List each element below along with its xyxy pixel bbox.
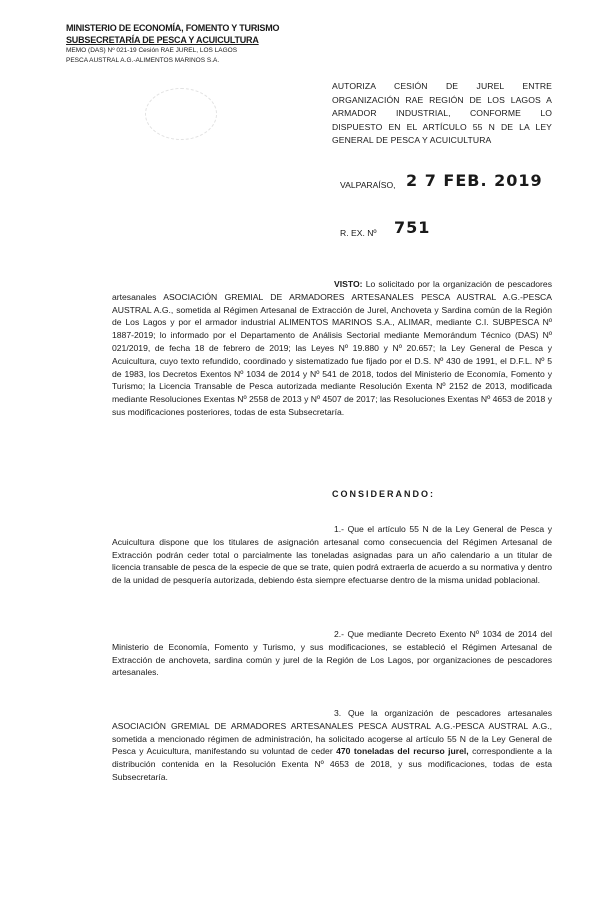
faded-stamp <box>145 88 217 140</box>
considerando-title: CONSIDERANDO: <box>332 489 436 499</box>
visto-text: Lo solicitado por la organización de pescadores artesanales ASOCIACIÓN GREMIAL DE ARMADORES ARTESANALES PESCA AUSTRAL A.G.-PESCA AUSTRAL A.G., sometida al Régimen Artesanal de Extracción de Jurel, Anchoveta y Sardina común de la Región de Los Lagos y por el armador industrial ALIMENTOS MARINOS S.A., ALIMAR, mediante C.I. SUBPESCA Nº 1887-2019; lo informado por el Departamento de Análisis Sectorial mediante Memorándum Técnico (DAS) Nº 021/2019, de fecha 18 de febrero de 2019; las Leyes Nº 19.880 y Nº 20.657; la Ley General de Pesca y Acuicultura, cuyo texto refundido, coordinado y sistematizado fue fijado por el D.S. Nº 430 de 1991, el D.F.L. Nº 5 de 1983, los Decretos Exentos Nº 1034 de 2014 y Nº 541 de 2018, todos del Ministerio de Economía, Fomento y Turismo; la Licencia Transable de Pesca autorizada mediante Resolución Exenta Nº 2152 de 2013, modificada mediante Resoluciones Exentas Nº 2558 de 2013 y Nº 4507 de 2017; las Resoluciones Exentas Nº 4653 de 2018 y sus modificaciones posteriores, todas de esta Subsecretaría. <box>112 279 552 417</box>
subsecretaria-name: SUBSECRETARÍA DE PESCA Y ACUICULTURA <box>66 35 259 45</box>
resolution-date: 2 7 FEB. 2019 <box>406 171 543 190</box>
memo-reference-2: PESCA AUSTRAL A.G.-ALIMENTOS MARINOS S.A. <box>66 57 220 64</box>
header-block <box>66 22 280 66</box>
considerando-3-bold: 470 toneladas del recurso jurel, <box>336 746 469 757</box>
resolution-number: 751 <box>394 218 431 237</box>
ministry-name: MINISTERIO DE ECONOMÍA, FOMENTO Y TURISMO <box>66 23 280 33</box>
memo-reference-1: MEMO (DAS) Nº 021-19 Cesión RAE JUREL, LOS LAGOS <box>66 47 238 54</box>
place-label: VALPARAÍSO, <box>340 180 396 190</box>
considerando-1: 1.- Que el artículo 55 N de la Ley General de Pesca y Acuicultura dispone que los titulares de asignación artesanal como consecuencia del Régimen Artesanal de Extracción podrán ceder total o parcialmente las toneladas asignadas para un año calendario a un titular de licencia transable de pesca de la especie de que se trate, quien podrá extraerla de acuerdo a su normativa y dentro de la unidad de pesquería autorizada, debiendo ésta siempre efectuarse dentro de la misma unidad poblacional. <box>112 524 552 586</box>
resolution-number-label: R. EX. Nº <box>340 228 377 238</box>
resolution-subject: AUTORIZA CESIÓN DE JUREL ENTRE ORGANIZACIÓN RAE REGIÓN DE LOS LAGOS A ARMADOR INDUSTRIAL, CONFORME LO DISPUESTO EN EL ARTÍCULO 55 N DE LA LEY GENERAL DE PESCA Y ACUICULTURA <box>332 81 552 146</box>
considerando-3 <box>112 707 552 784</box>
visto-paragraph <box>112 278 552 419</box>
considerando-3-text-a: 3. Que la organización de pescadores artesanales ASOCIACIÓN GREMIAL DE ARMADORES ARTESANALES PESCA AUSTRAL A.G.-PESCA AUSTRAL A.G., sometida a mencionado régimen de administración, ha solicitado acogerse al artículo 55 N de la Ley General de Pesca y Acuicultura, manifestando su voluntad de ceder <box>112 708 552 757</box>
visto-label: VISTO: <box>334 279 363 289</box>
considerando-2: 2.- Que mediante Decreto Exento Nº 1034 de 2014 del Ministerio de Economía, Fomento y Turismo, y sus modificaciones, se estableció el Régimen Artesanal de Extracción de anchoveta, sardina común y jurel de la Región de Los Lagos, por organizaciones de pescadores artesanales. <box>112 629 552 678</box>
considerando-3-text-b: correspondiente a la distribución contenida en la Resolución Exenta Nº 4653 de 2018, y sus modificaciones, todas de esta Subsecretaría. <box>112 746 553 782</box>
